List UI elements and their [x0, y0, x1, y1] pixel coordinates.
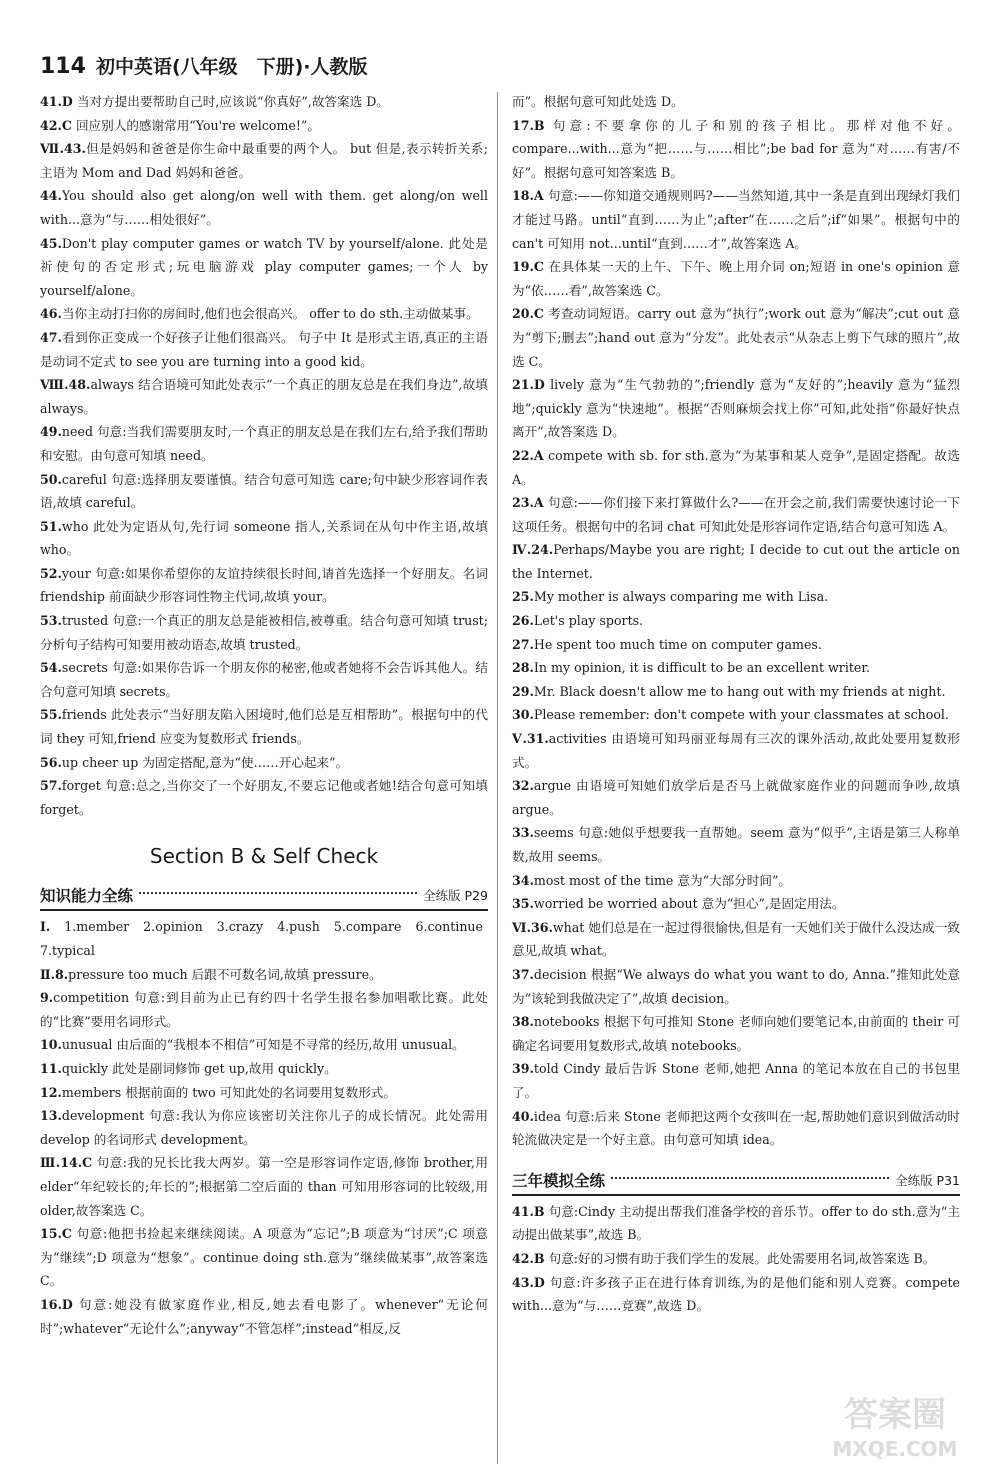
answer-list-left-2 — [40, 963, 488, 1341]
answer-number: 42.B — [512, 1250, 545, 1266]
word-item: 7.typical — [40, 943, 95, 958]
answer-number: 53. — [40, 613, 62, 629]
practice-heading-ref: 全练版 P29 — [423, 888, 488, 904]
answer-list-right-2 — [512, 1200, 960, 1318]
answer-text: most most of the time 意为“大部分时间”。 — [533, 872, 792, 888]
answer-number: 43.D — [512, 1274, 545, 1290]
answer-number: 44. — [40, 188, 62, 204]
answer-item — [512, 1271, 960, 1318]
answer-number: 35. — [512, 896, 534, 912]
answer-text: 当你主动打扫你的房间时,他们也会很高兴。 offer to do sth.主动做某事。 — [61, 306, 479, 322]
answer-item — [40, 232, 488, 303]
answer-number: 23.A — [512, 495, 544, 511]
answer-text: 但是妈妈和爸爸是你生命中最重要的两个人。 but 但是,表示转折关系;主语为 Mom and Dad 妈妈和爸爸。 — [40, 141, 488, 180]
answer-number: 12. — [40, 1084, 62, 1100]
part-roman-numeral: Ⅴ. — [512, 731, 527, 747]
practice-heading-ref: 全练版 P31 — [895, 1172, 960, 1188]
answer-text: up cheer up 为固定搭配,意为“使……开心起来”。 — [61, 754, 349, 770]
answer-number: 34. — [512, 872, 534, 888]
watermark-url: MXQE.COM — [832, 1437, 958, 1461]
answer-number: 37. — [512, 966, 534, 982]
answer-text: development 句意:我认为你应该密切关注你儿子的成长情况。此处需用 develop 的名词形式 development。 — [40, 1108, 488, 1147]
answer-item — [40, 468, 488, 515]
answer-item — [512, 184, 960, 255]
answer-text: 回应别人的感谢常用“You're welcome!”。 — [71, 117, 320, 133]
answer-item — [40, 1033, 488, 1057]
answer-item — [40, 302, 488, 326]
answer-item — [512, 1057, 960, 1104]
answer-number: 10. — [40, 1037, 62, 1053]
answer-text: your 句意:如果你希望你的友谊持续很长时间,请首先选择一个好朋友。名词 friendship 前面缺少形容词性物主代词,故填 your。 — [40, 565, 488, 605]
answer-item — [40, 963, 488, 987]
right-column — [512, 90, 960, 1318]
answer-item — [512, 538, 960, 585]
answer-text: decision 根据“We always do what you want to do, Anna.”推知此处意为“该轮到我做决定了”,故填 decision。 — [512, 966, 960, 1006]
answer-text: always 结合语境可知此处表示“一个真正的朋友总是在我们身边”,故填 always。 — [40, 377, 488, 416]
answer-text: unusual 由后面的“我根本不相信”可知是不寻常的经历,故用 unusual。 — [61, 1037, 465, 1053]
answer-item — [40, 114, 488, 138]
answer-number: 36. — [530, 919, 553, 935]
answer-item — [512, 373, 960, 444]
word-list-roman: Ⅰ. — [40, 919, 51, 935]
answer-item — [512, 774, 960, 821]
answer-number: 24. — [531, 542, 554, 558]
answer-list-right-1 — [512, 90, 960, 1152]
answer-item — [40, 373, 488, 420]
answer-item — [512, 609, 960, 633]
answer-item — [40, 137, 488, 184]
answer-number: 38. — [512, 1014, 534, 1030]
watermark-text: 答案圈 — [844, 1395, 946, 1435]
answer-text: notebooks 根据下句可推知 Stone 老师向她们要笔记本,由前面的 their 可确定名词要用复数形式,故填 notebooks。 — [512, 1014, 960, 1053]
answer-number: 27. — [512, 636, 534, 652]
answer-text: 句意:好的习惯有助于我们学生的发展。此处需要用名词,故答案选 B。 — [544, 1250, 936, 1266]
answer-text: argue 由语境可知她们放学后是否马上就做家庭作业的问题而争吵,故填 argue。 — [512, 778, 960, 817]
answer-item — [512, 444, 960, 491]
answer-number: 14.C — [60, 1155, 93, 1171]
answer-item — [512, 585, 960, 609]
answer-text: trusted 句意:一个真正的朋友总是能被相信,被尊重。结合句意可知填 trust;分析句子结构可知要用被动语态,故填 trusted。 — [40, 613, 488, 652]
answer-text: secrets 句意:如果你告诉一个朋友你的秘密,他或者她将不会告诉其他人。结合句意可知填 secrets。 — [40, 660, 488, 699]
leader-dots — [139, 892, 417, 894]
answer-number: 45. — [40, 235, 62, 251]
word-item: 4.push — [277, 919, 320, 935]
answer-number: 25. — [512, 589, 534, 605]
answer-number: 28. — [512, 660, 534, 676]
answer-number: 40. — [512, 1108, 534, 1124]
answer-text: worried be worried about 意为“担心”,是固定用法。 — [533, 896, 845, 912]
answer-number: 57. — [40, 778, 62, 794]
answer-text: 句意:不要拿你的儿子和别的孩子相比。那样对他不好。compare...with...意为“把……与……相比”;be bad for 意为“对……有害/不好”。根据句意可知答案选 B。 — [512, 117, 960, 180]
answer-number: 48. — [68, 377, 91, 393]
answer-text: 句意:他把书捡起来继续阅读。A 项意为“忘记”;B 项意为“讨厌”;C 项意为“继续”;D 项意为“想象”。continue doing sth.意为“继续做某事”,故答案选 C。 — [40, 1226, 488, 1289]
word-item: 6.continue — [415, 919, 483, 935]
part-roman-numeral: Ⅲ. — [40, 1155, 61, 1171]
answer-number: 56. — [40, 754, 62, 770]
answer-item — [40, 420, 488, 467]
answer-number: 21.D — [512, 377, 545, 393]
answer-item — [40, 751, 488, 775]
watermark-logo — [800, 1386, 990, 1466]
answer-text: Perhaps/Maybe you are right; I decide to cut out the article on the Internet. — [512, 542, 960, 581]
word-item: 2.opinion — [143, 919, 203, 935]
answer-text: pressure too much 后跟不可数名词,故填 pressure。 — [68, 966, 382, 982]
column-divider — [497, 92, 498, 1464]
word-item: 1.member — [64, 919, 130, 935]
answer-number: 49. — [40, 424, 62, 440]
answer-list-left-1 — [40, 90, 488, 821]
answer-number: 42.C — [40, 117, 72, 133]
answer-number: 32. — [512, 778, 534, 794]
answer-text: quickly 此处是副词修饰 get up,故用 quickly。 — [61, 1060, 337, 1076]
answer-number: 19.C — [512, 259, 544, 275]
page-header — [40, 52, 368, 78]
answer-item — [40, 774, 488, 821]
answer-text: 看到你正变成一个好孩子让他们很高兴。 句子中 It 是形式主语,真正的主语是动词不定式 to see you are turning into a good kid。 — [40, 329, 488, 369]
answer-number: 26. — [512, 613, 534, 629]
answer-text: who 此处为定语从句,先行词 someone 指人,关系词在从句中作主语,故填 who。 — [40, 518, 488, 558]
answer-text: forget 句意:总之,当你交了一个好朋友,不要忘记他或者她!结合句意可知填 forget。 — [40, 778, 488, 817]
answer-number: 54. — [40, 660, 62, 676]
word-item: 5.compare — [333, 919, 402, 935]
answer-text: Let's play sports. — [533, 613, 644, 629]
answer-item — [40, 1081, 488, 1105]
answer-number: 22.A — [512, 447, 544, 463]
answer-text: 句意:——你们接下来打算做什么?——在开会之前,我们需要快速讨论一下这项任务。根据句中的名词 chat 可知此处是形容词作定语,结合句意可知选 A。 — [512, 495, 960, 534]
answer-text: 句意:——你知道交通规则吗?——当然知道,其中一条是直到出现绿灯我们才能过马路。until“直到……为止”;after“在……之后”;if“如果”。根据句中的 can't 可知用 not...until“直到……才”,故答案选 A。 — [512, 188, 960, 251]
answer-item — [40, 1293, 488, 1340]
answer-number: 47. — [40, 329, 62, 345]
answer-item — [512, 491, 960, 538]
part-roman-numeral: Ⅶ. — [40, 141, 64, 157]
answer-item — [512, 1105, 960, 1152]
answer-text: 当对方提出要帮助自己时,应该说“你真好”,故答案选 D。 — [72, 94, 389, 109]
answer-text: compete with sb. for sth.意为“为某事和某人竞争”,是固定搭配。故选 A。 — [512, 447, 960, 487]
answer-text: idea 句意:后来 Stone 老师把这两个女孩叫在一起,帮助她们意识到做活动时轮流做决定是一个好主意。由句意可知填 idea。 — [512, 1108, 960, 1148]
answer-number: 39. — [512, 1061, 534, 1077]
word-list — [40, 915, 488, 962]
answer-text: Please remember: don't compete with your classmates at school. — [533, 707, 949, 723]
answer-item — [40, 184, 488, 231]
part-roman-numeral: Ⅵ. — [512, 919, 531, 935]
answer-number: 43. — [63, 141, 86, 157]
answer-number: 20.C — [512, 306, 544, 322]
answer-item — [40, 562, 488, 609]
answer-item — [40, 986, 488, 1033]
answer-item — [512, 727, 960, 774]
part-roman-numeral: Ⅷ. — [40, 377, 69, 393]
answer-text: what 她们总是在一起过得很愉快,但是有一天她们关于做什么没达成一致意见,故填 what。 — [512, 919, 960, 959]
answer-item — [40, 515, 488, 562]
answer-text: You should also get along/on well with them. get along/on well with...意为“与……相处很好”。 — [40, 188, 488, 227]
answer-text: 考查动词短语。carry out 意为“执行”;work out 意为“解决”;cut out 意为“剪下;删去”;hand out 意为“分发”。此处表示“从杂志上剪下气球的照片”,故选 C。 — [512, 306, 960, 369]
answer-item — [512, 1010, 960, 1057]
answer-number: 30. — [512, 707, 534, 723]
answer-text: He spent too much time on computer games. — [533, 636, 822, 652]
answer-text: 句意:她没有做家庭作业,相反,她去看电影了。whenever“无论何时”;whatever“无论什么”;anyway“不管怎样”;instead“相反,反 — [40, 1296, 488, 1336]
answer-item — [40, 1151, 488, 1222]
answer-text: careful 句意:选择朋友要谨慎。结合句意可知选 care;句中缺少形容词作表语,故填 careful。 — [40, 471, 488, 511]
answer-number: 41.B — [512, 1203, 545, 1219]
answer-number: 8. — [55, 966, 69, 982]
answer-item — [40, 1057, 488, 1081]
answer-item — [512, 114, 960, 185]
answer-item — [40, 1222, 488, 1293]
answer-text: members 根据前面的 two 可知此处的名词要用复数形式。 — [61, 1084, 396, 1100]
answer-text: seems 句意:她似乎想要我一直帮她。seem 意为“似乎”,主语是第三人称单数,故用 seems。 — [512, 825, 960, 864]
answer-text: 而”。根据句意可知此处选 D。 — [512, 94, 684, 109]
answer-text: 句意:Cindy 主动提出帮我们准备学校的音乐节。offer to do sth.意为“主动提出做某事”,故选 B。 — [512, 1203, 960, 1243]
practice-heading-title: 三年模拟全练 — [512, 1171, 606, 1190]
answer-text: told Cindy 最后告诉 Stone 老师,她把 Anna 的笔记本放在自己的书包里了。 — [512, 1061, 960, 1100]
answer-text: Mr. Black doesn't allow me to hang out with my friends at night. — [533, 683, 946, 699]
practice-heading-title: 知识能力全练 — [40, 887, 134, 906]
answer-item — [40, 90, 488, 114]
answer-item — [512, 302, 960, 373]
answer-item — [40, 609, 488, 656]
answer-number: 29. — [512, 683, 534, 699]
answer-item — [512, 633, 960, 657]
answer-number: 9. — [40, 990, 54, 1006]
answer-item — [40, 656, 488, 703]
answer-text: 在具体某一天的上午、下午、晚上用介词 on;短语 in one's opinion 意为“依……看”,故答案选 C。 — [512, 259, 960, 298]
answer-number: 17.B — [512, 117, 545, 133]
answer-item — [512, 892, 960, 916]
answer-text: In my opinion, it is difficult to be an excellent writer. — [533, 660, 870, 676]
answer-item — [40, 1104, 488, 1151]
answer-number: 15.C — [40, 1226, 72, 1242]
answer-text: 句意:我的兄长比我大两岁。第一空是形容词作定语,修饰 brother,用 elder“年纪较长的;年长的”;根据第二空后面的 than 可知用形容词的比较级,用 older,故答案选 C。 — [40, 1155, 488, 1218]
answer-item — [512, 680, 960, 704]
answer-number: 11. — [40, 1060, 62, 1076]
answer-item — [512, 821, 960, 868]
leader-dots — [611, 1177, 889, 1179]
left-column — [40, 90, 488, 1340]
answer-item — [512, 90, 960, 114]
answer-item — [40, 703, 488, 750]
answer-item — [512, 255, 960, 302]
answer-number: 33. — [512, 825, 534, 841]
answer-item — [40, 326, 488, 373]
page-number: 114 — [40, 54, 86, 79]
answer-item — [512, 656, 960, 680]
answer-number: 13. — [40, 1108, 62, 1124]
practice-heading-right — [512, 1168, 960, 1196]
answer-item — [512, 1200, 960, 1247]
answer-item — [512, 963, 960, 1010]
answer-text: My mother is always comparing me with Lisa. — [533, 589, 829, 605]
answer-number: 18.A — [512, 188, 544, 204]
answer-text: friends 此处表示“当好朋友陷入困境时,他们总是互相帮助”。根据句中的代词 they 可知,friend 应变为复数形式 friends。 — [40, 707, 488, 747]
book-title: 初中英语(八年级 下册)·人教版 — [95, 56, 368, 78]
practice-heading-left — [40, 883, 488, 911]
answer-number: 55. — [40, 707, 62, 723]
answer-text: activities 由语境可知玛丽亚每周有三次的课外活动,故此处要用复数形式。 — [512, 731, 960, 770]
answer-number: 50. — [40, 471, 62, 487]
answer-text: Don't play computer games or watch TV by yourself/alone. 此处是祈使句的否定形式;玩电脑游戏 play computer games;一个人 by yourself/alone。 — [40, 235, 488, 298]
answer-number: 16.D — [40, 1296, 73, 1312]
part-roman-numeral: Ⅳ. — [512, 542, 532, 558]
answer-item — [512, 1247, 960, 1271]
section-title: Section B & Self Check — [149, 844, 379, 869]
answer-item — [512, 703, 960, 727]
answer-number: 51. — [40, 518, 62, 534]
answer-text: need 句意:当我们需要朋友时,一个真正的朋友总是在我们左右,给予我们帮助和安慰。由句意可知填 need。 — [40, 424, 488, 463]
answer-item — [512, 916, 960, 963]
answer-item — [512, 869, 960, 893]
word-item: 3.crazy — [216, 919, 264, 935]
answer-number: 46. — [40, 306, 62, 322]
answer-number: 31. — [526, 731, 549, 747]
answer-number: 41.D — [40, 94, 73, 109]
answer-text: competition 句意:到目前为止已有约四十名学生报名参加唱歌比赛。此处的“比赛”要用名词形式。 — [40, 990, 488, 1029]
answer-number: 52. — [40, 565, 62, 581]
answer-text: lively 意为“生气勃勃的”;friendly 意为“友好的”;heavily 意为“猛烈地”;quickly 意为“快速地”。根据“否则麻烦会找上你”可知,此处指“你最好快点离开”,故答案选 D。 — [512, 377, 960, 440]
answer-text: 句意:许多孩子正在进行体育训练,为的是他们能和别人竞赛。compete with...意为“与……竞赛”,故选 D。 — [512, 1274, 960, 1314]
part-roman-numeral: Ⅱ. — [40, 966, 55, 982]
